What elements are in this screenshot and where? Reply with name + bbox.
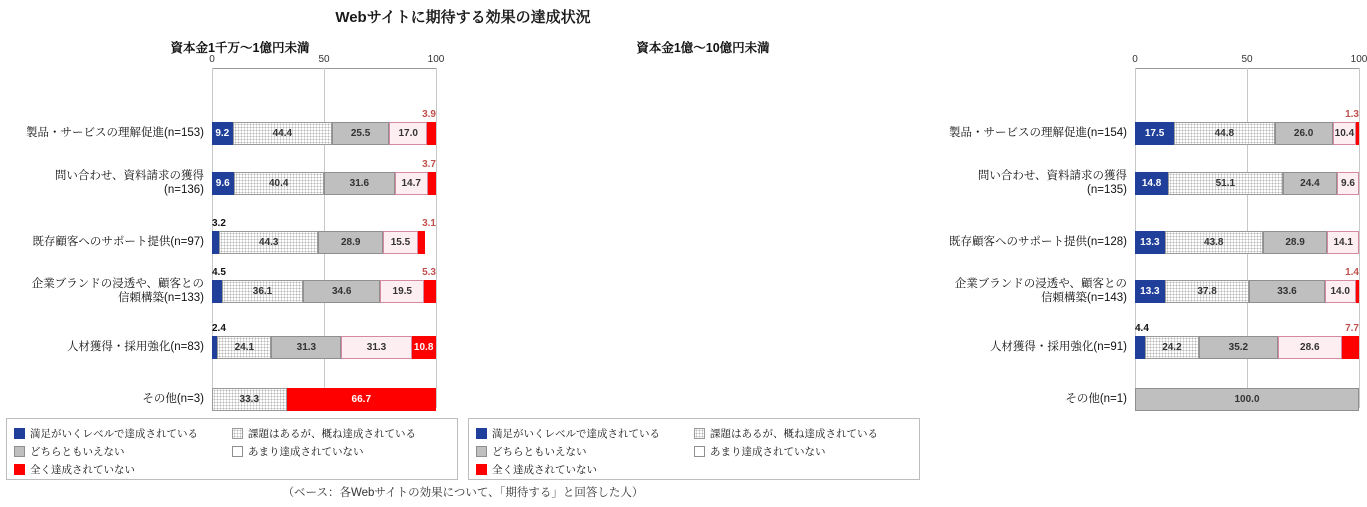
stacked-bar [212, 231, 436, 254]
bar-row [954, 267, 1359, 304]
bar-segment: 9.2 [212, 122, 233, 145]
bar-segment: 66.7 [287, 388, 436, 411]
bar-value-label: 4.5 [212, 267, 226, 278]
legend-swatch-icon [476, 464, 487, 475]
bar-category-label: 問い合わせ、資料請求の獲得 (n=135) [977, 170, 1127, 196]
legend-row [476, 460, 912, 478]
bar-segment: 25.5 [332, 122, 389, 145]
bar-segment: 36.1 [222, 280, 303, 303]
stacked-bar [1135, 231, 1359, 254]
legend-swatch-icon [14, 428, 25, 439]
legend-left [6, 418, 458, 480]
bar-value-label: 1.4 [1345, 267, 1359, 278]
bar-segment: 13.3 [1135, 280, 1165, 303]
legend-label: 全く達成されていない [492, 463, 597, 476]
legend-swatch-icon [694, 428, 705, 439]
legend-item[interactable] [476, 426, 694, 441]
bar-category-label: 人材獲得・採用強化(n=91) [989, 341, 1127, 353]
legend-label: どちらともいえない [492, 445, 587, 458]
x-axis-tick: 0 [1132, 54, 1138, 65]
bar-segment [212, 231, 219, 254]
bar-row [949, 109, 1359, 145]
bar-segment: 37.8 [1165, 280, 1250, 303]
bar-segment [1356, 280, 1359, 303]
bar-segment: 15.5 [383, 231, 418, 254]
chart-title: Webサイトに期待する効果の達成状況 [335, 9, 591, 26]
legend-item[interactable] [476, 462, 694, 477]
legend-swatch-icon [694, 446, 705, 457]
bar-segment: 33.6 [1249, 280, 1324, 303]
bar-segment: 17.0 [389, 122, 427, 145]
bar-segment: 33.3 [212, 388, 287, 411]
bar-segment [424, 280, 436, 303]
stacked-bar [1135, 172, 1359, 195]
bar-value-label: 3.2 [212, 218, 226, 229]
bar-row [949, 231, 1359, 254]
bar-segment [1356, 122, 1359, 145]
bar-segment: 14.0 [1325, 280, 1356, 303]
stacked-bar [212, 280, 436, 303]
bar-segment: 28.9 [1263, 231, 1328, 254]
legend-item[interactable] [14, 462, 232, 477]
bar-segment: 9.6 [212, 172, 234, 195]
stacked-bar [212, 122, 436, 145]
legend-swatch-icon [14, 464, 25, 475]
bar-segment: 44.8 [1174, 122, 1274, 145]
stacked-bar [212, 172, 436, 195]
legend-label: 満足がいくレベルで達成されている [492, 427, 660, 440]
panel-title-right: 資本金1億～10億円未満 [636, 41, 770, 55]
bar-row [1065, 388, 1359, 411]
bar-category-label: 既存顧客へのサポート提供(n=128) [949, 236, 1127, 248]
panel-title-left: 資本金1千万～1億円未満 [170, 41, 310, 55]
bar-value-label: 2.4 [212, 323, 226, 334]
bar-segment: 24.2 [1145, 336, 1199, 359]
bar-segment: 40.4 [234, 172, 324, 195]
chart-panel-left [0, 38, 463, 438]
bar-segment: 28.9 [318, 231, 383, 254]
bar-row [54, 159, 436, 196]
bar-segment [427, 122, 436, 145]
bar-segment: 13.3 [1135, 231, 1165, 254]
bar-segment: 28.6 [1278, 336, 1342, 359]
bar-category-label: 製品・サービスの理解促進(n=154) [949, 127, 1127, 139]
stacked-bar [1135, 336, 1359, 359]
bar-segment: 19.5 [380, 280, 424, 303]
bar-segment: 31.3 [271, 336, 341, 359]
bar-segment: 44.4 [233, 122, 332, 145]
bar-segment: 44.3 [219, 231, 318, 254]
bar-category-label: 人材獲得・採用強化(n=83) [66, 341, 204, 353]
legend-item[interactable] [232, 426, 450, 441]
bar-row [32, 218, 436, 254]
chart-panel-right [463, 38, 1367, 438]
bar-segment: 26.0 [1275, 122, 1333, 145]
legend-item[interactable] [14, 444, 232, 459]
legend-row [14, 424, 450, 442]
bar-segment: 10.8 [412, 336, 436, 359]
plot-area-right [949, 54, 1367, 418]
legend-label: あまり達成されていない [248, 445, 364, 458]
bar-segment: 17.5 [1135, 122, 1174, 145]
x-axis-tick-labels [1132, 54, 1367, 66]
bar-segment: 31.6 [324, 172, 395, 195]
stacked-bar [1135, 122, 1359, 145]
bar-segment [1135, 336, 1145, 359]
x-axis-tick: 100 [427, 54, 445, 65]
x-axis-tick-labels [209, 54, 445, 66]
x-axis-tick: 100 [1350, 54, 1367, 65]
bar-value-label: 1.3 [1345, 109, 1359, 120]
bar-category-label: その他(n=1) [1065, 393, 1127, 405]
legend-swatch-icon [476, 446, 487, 457]
legend-label: どちらともいえない [30, 445, 125, 458]
legend-right [468, 418, 920, 480]
stacked-bar [212, 388, 436, 411]
bar-segment: 24.1 [217, 336, 271, 359]
bar-segment [212, 280, 222, 303]
legend-item[interactable] [232, 444, 450, 459]
legend-row [476, 442, 912, 460]
bar-row [31, 267, 436, 304]
x-axis-tick: 50 [318, 54, 330, 65]
bar-segment [428, 172, 436, 195]
plot-area-left [26, 54, 445, 418]
stacked-bar [212, 336, 436, 359]
legend-swatch-icon [232, 428, 243, 439]
legend-swatch-icon [476, 428, 487, 439]
bar-segment: 24.4 [1283, 172, 1338, 195]
bar-segment: 51.1 [1168, 172, 1282, 195]
bar-value-label: 3.1 [422, 218, 436, 229]
bar-row [142, 388, 436, 411]
bar-segment: 14.7 [395, 172, 428, 195]
legend-row [14, 460, 450, 478]
legend-label: 課題はあるが、概ね達成されている [710, 427, 878, 440]
bar-value-label: 3.7 [422, 159, 436, 170]
bar-segment: 35.2 [1199, 336, 1278, 359]
stacked-bar [1135, 280, 1359, 303]
gridline [1359, 68, 1360, 408]
bar-segment [418, 231, 425, 254]
bar-row [26, 109, 436, 145]
gridline [436, 68, 437, 408]
stacked-bar [1135, 388, 1359, 411]
bar-segment: 100.0 [1135, 388, 1359, 411]
bar-category-label: 企業ブランドの浸透や、顧客との 信頼構築(n=143) [954, 278, 1127, 304]
legend-swatch-icon [14, 446, 25, 457]
chart-footnote: （ベース：各Webサイトの効果について、「期待する」と回答した人） [282, 487, 644, 499]
legend-row [476, 424, 912, 442]
legend-item[interactable] [14, 426, 232, 441]
bar-category-label: 企業ブランドの浸透や、顧客との 信頼構築(n=133) [31, 278, 204, 304]
bar-value-label: 5.3 [422, 267, 436, 278]
legend-row [14, 442, 450, 460]
bar-value-label: 4.4 [1135, 323, 1149, 334]
bar-category-label: 製品・サービスの理解促進(n=153) [26, 127, 204, 139]
bar-row [977, 170, 1359, 196]
x-axis-tick: 50 [1241, 54, 1253, 65]
bar-segment: 31.3 [341, 336, 411, 359]
bar-category-label: 問い合わせ、資料請求の獲得 (n=136) [54, 170, 204, 196]
bar-segment: 43.8 [1165, 231, 1263, 254]
bar-row [989, 323, 1359, 359]
legend-item[interactable] [476, 444, 694, 459]
bar-row [66, 323, 436, 359]
bar-category-label: その他(n=3) [142, 393, 204, 405]
bar-segment: 14.8 [1135, 172, 1168, 195]
x-axis-tick: 0 [209, 54, 215, 65]
legend-label: 課題はあるが、概ね達成されている [248, 427, 416, 440]
bar-value-label: 3.9 [422, 109, 436, 120]
legend-item[interactable] [694, 426, 912, 441]
legend-label: 満足がいくレベルで達成されている [30, 427, 198, 440]
legend-swatch-icon [232, 446, 243, 457]
legend-label: あまり達成されていない [710, 445, 826, 458]
bar-segment [1342, 336, 1359, 359]
bar-value-label: 7.7 [1345, 323, 1359, 334]
bar-category-label: 既存顧客へのサポート提供(n=97) [32, 236, 204, 248]
bar-segment: 34.6 [303, 280, 381, 303]
legend-item[interactable] [694, 444, 912, 459]
bar-segment: 9.6 [1337, 172, 1359, 195]
bar-segment: 10.4 [1333, 122, 1356, 145]
legend-label: 全く達成されていない [30, 463, 135, 476]
bar-segment: 14.1 [1327, 231, 1359, 254]
